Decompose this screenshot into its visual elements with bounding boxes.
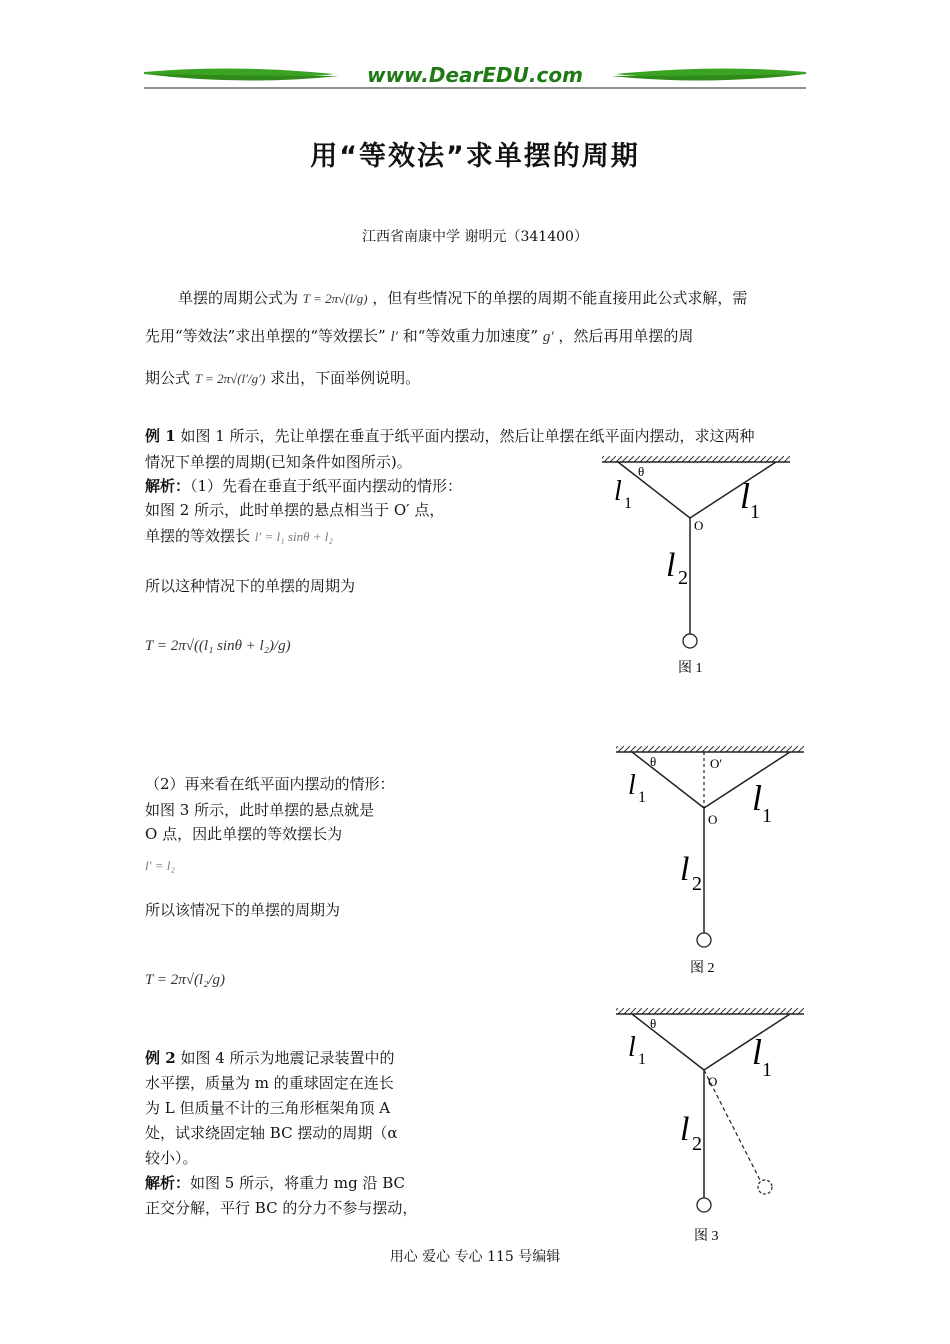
formula-equiv-period: T = 2π√(l′/g′)	[194, 371, 266, 386]
page-footer: 用心 爱心 专心 115 号编辑	[389, 1249, 561, 1265]
formula-period-1: T = 2π√((l₁ sinθ + l₂)/g)	[145, 638, 291, 654]
example2-line-5: 较小）。	[145, 1149, 198, 1167]
l1-left-label: l	[628, 770, 636, 801]
formula-basic-period: T = 2π√(l/g)	[302, 291, 368, 306]
page-header	[144, 62, 806, 92]
intro-line-3: 期公式 T = 2π√(l′/g′) 求出，下面举例说明。	[145, 369, 421, 387]
figure-2	[612, 740, 812, 980]
example2-analysis-1: 解析：如图 5 所示，将重力 mg 沿 BC	[145, 1174, 406, 1192]
figure-1	[598, 450, 798, 680]
example2-line-2: 水平摆，质量为 m 的重球固定在连长	[145, 1074, 394, 1092]
figure-3	[612, 1002, 812, 1247]
l1-left-label: l	[614, 476, 622, 507]
figure-3-caption: 图 3	[694, 1229, 719, 1244]
bob	[683, 634, 697, 648]
ceiling-hatch	[616, 1008, 804, 1014]
l2-label: l	[680, 851, 690, 888]
point-O-label: O	[708, 1074, 718, 1089]
formula-period-2: T = 2π√(l₂/g)	[145, 972, 225, 988]
intro-line-2: 先用“等效法”求出单摆的“等效摆长” l′ 和“等效重力加速度” g′ ，然后再用单摆的周	[145, 327, 694, 345]
formula-equiv-length-1: l′ = l₁ sinθ + l₂	[254, 529, 333, 544]
formula-equiv-length-2: l′ = l₂	[145, 858, 175, 873]
l1-right-label: l	[740, 476, 751, 516]
svg-text:2: 2	[692, 1133, 702, 1155]
example1-analysis-1: 解析：（1）先看在垂直于纸平面内摆动的情形：	[145, 477, 463, 495]
string-right	[704, 1014, 790, 1070]
part2-period-text: 所以该情况下的单摆的周期为	[145, 901, 341, 919]
bob	[697, 1198, 711, 1212]
page-title: 用“等效法”求单摆的周期	[310, 141, 640, 172]
l1-left-label: l	[628, 1032, 636, 1063]
author-line: 江西省南康中学 谢明元（341400）	[362, 229, 588, 245]
bob-displaced	[758, 1180, 772, 1194]
intro-line-1: 单摆的周期公式为 T = 2π√(l/g) ，但有些情况下的单摆的周期不能直接用此公式求解，需	[178, 289, 748, 307]
figure-2-caption: 图 2	[690, 961, 715, 976]
svg-text:2: 2	[678, 567, 688, 589]
l2-label: l	[666, 547, 676, 584]
example1-line-1: 例 1 如图 1 所示，先让单摆在垂直于纸平面内摆动，然后让单摆在纸平面内摆动，求这两种	[145, 427, 755, 445]
svg-text:1: 1	[638, 1051, 646, 1068]
example2-line-3: 为 L 但质量不计的三角形框架角顶 A	[145, 1099, 391, 1117]
theta-label: θ	[638, 464, 645, 479]
svg-text:1: 1	[624, 495, 632, 512]
ceiling-hatch	[616, 746, 804, 752]
theta-label: θ	[650, 754, 657, 769]
figure-1-caption: 图 1	[678, 661, 703, 676]
theta-label: θ	[650, 1016, 657, 1031]
svg-text:2: 2	[692, 873, 702, 895]
svg-text:1: 1	[750, 501, 760, 523]
point-O-prime-label: O′	[710, 756, 723, 771]
part2-line-2: 如图 3 所示，此时单摆的悬点就是	[145, 801, 375, 819]
l1-right-label: l	[752, 1032, 763, 1072]
logo-text: www.DearEDU.com	[367, 63, 583, 87]
example2-line-1: 例 2 如图 4 所示为地震记录装置中的	[145, 1049, 395, 1067]
ceiling-hatch	[602, 456, 790, 462]
string-right	[690, 462, 776, 518]
svg-text:1: 1	[638, 789, 646, 806]
l2-label: l	[680, 1111, 690, 1148]
example1-analysis-3: 单摆的等效摆长 l′ = l₁ sinθ + l₂	[145, 527, 333, 545]
part2-line-1: （2）再来看在纸平面内摆动的情形：	[145, 775, 395, 793]
example1-period-text-1: 所以这种情况下的单摆的周期为	[145, 577, 356, 595]
example2-line-4: 处，试求绕固定轴 BC 摆动的周期（α	[145, 1124, 398, 1142]
example1-analysis-2: 如图 2 所示，此时单摆的悬点相当于 O′ 点，	[145, 501, 445, 519]
point-O-label: O	[694, 518, 704, 533]
example1-line-2: 情况下单摆的周期(已知条件如图所示)。	[145, 453, 412, 471]
bob	[697, 933, 711, 947]
point-O-label: O	[708, 812, 718, 827]
example2-analysis-2: 正交分解，平行 BC 的分力不参与摆动，	[145, 1199, 418, 1217]
part2-line-3: O 点，因此单摆的等效摆长为	[145, 825, 343, 843]
svg-text:1: 1	[762, 1059, 772, 1081]
l1-right-label: l	[752, 778, 763, 818]
svg-text:1: 1	[762, 805, 772, 827]
